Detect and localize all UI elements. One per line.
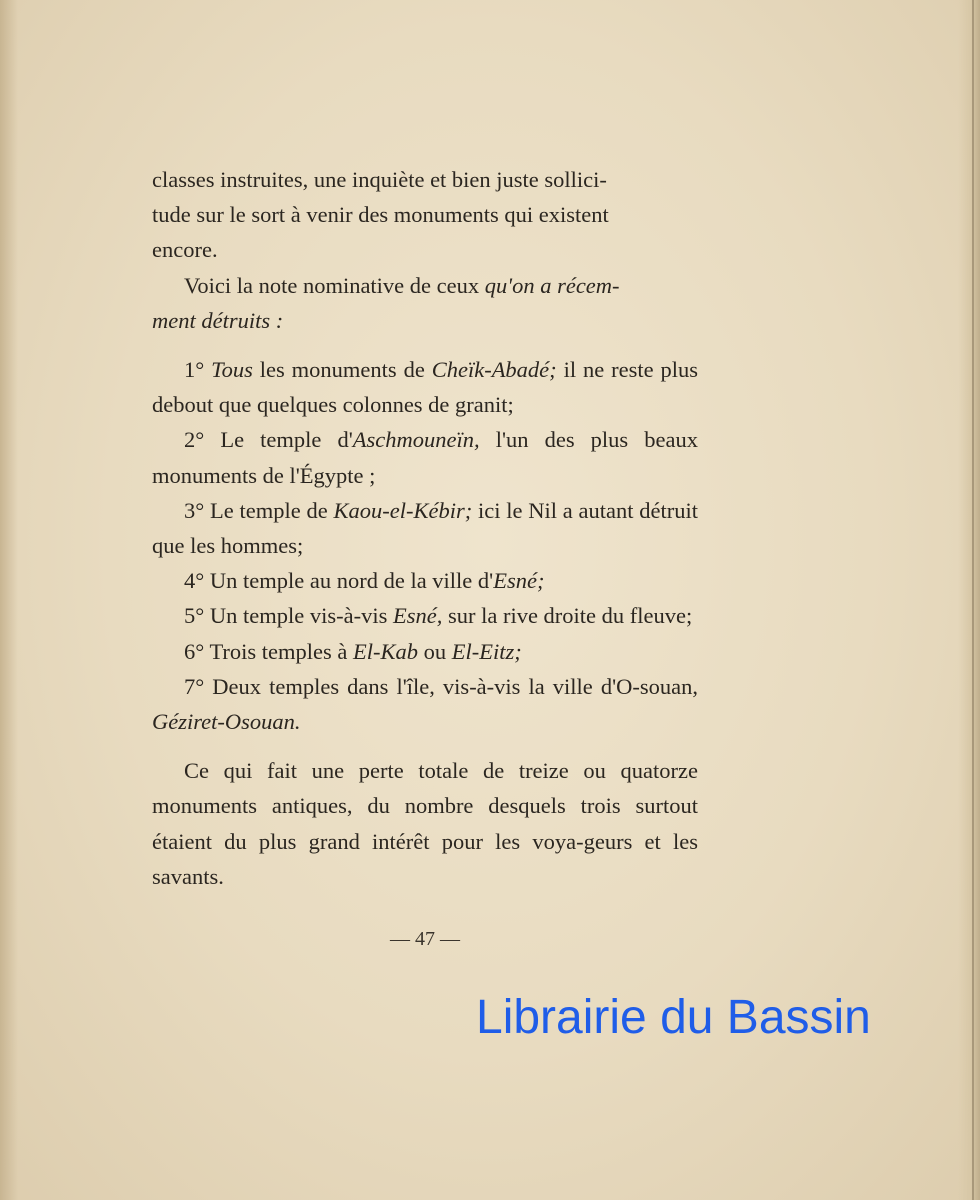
paragraph-intro: classes instruites, une inquiète et bien juste sollici- tude sur le sort à venir des monuments qui existent encore. <box>152 167 609 263</box>
list-item-2: 2° Le temple d'Aschmouneïn, l'un des plus beaux monuments de l'Égypte ; <box>152 427 698 488</box>
list-item-1: 1° Tous les monuments de Cheïk-Abadé; il ne reste plus debout que quelques colonnes de granit; <box>152 357 698 418</box>
paragraph-conclusion: Ce qui fait une perte totale de treize ou quatorze monuments antiques, du nombre desquels trois surtout étaient du plus grand intérêt pour les voya-geurs et les savants. <box>152 758 698 889</box>
list-item-6: 6° Trois temples à El-Kab ou El-Eitz; <box>184 638 522 664</box>
body-text <box>152 162 698 894</box>
page-number: — 47 — <box>390 928 460 950</box>
page-edge-right <box>958 0 980 1200</box>
list-item-4: 4° Un temple au nord de la ville d'Esné; <box>184 568 545 594</box>
page-edge-line <box>972 0 974 1200</box>
watermark-text: Librairie du Bassin <box>476 991 871 1044</box>
list-item-3: 3° Le temple de Kaou-el-Kébir; ici le Nil a autant détruit que les hommes; <box>152 497 698 559</box>
list-item-7: 7° Deux temples dans l'île, vis-à-vis la ville d'O-souan, Géziret-Osouan. <box>152 673 698 735</box>
list-item-5: 5° Un temple vis-à-vis Esné, sur la rive droite du fleuve; <box>184 603 693 629</box>
page-shadow-left <box>0 0 18 1200</box>
paragraph-list-intro: Voici la note nominative de ceux qu'on a récem- ment détruits : <box>152 272 620 333</box>
